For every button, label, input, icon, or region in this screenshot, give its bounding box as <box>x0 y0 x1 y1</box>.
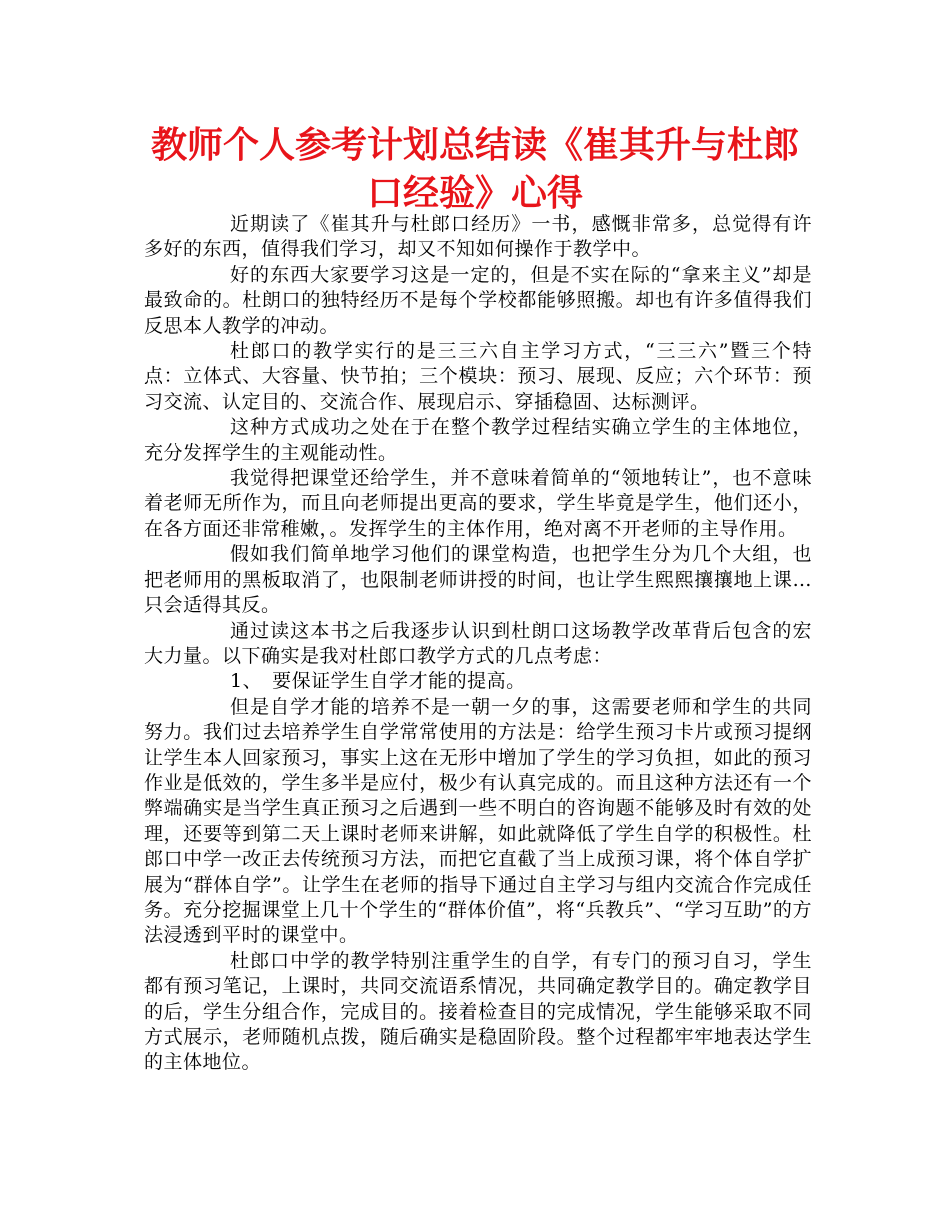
paragraph: 通过读这本书之后我逐步认识到杜朗口这场教学改革背后包含的宏大力量。以下确实是我对杜郎口教学方式的几点考虑： <box>144 619 812 667</box>
document-title: 教师个人参考计划总结读《崔其升与杜郎口经验》心得 <box>150 125 799 214</box>
paragraph: 近期读了《崔其升与杜郎口经历》一书，感慨非常多，总觉得有许多好的东西，值得我们学习，却又不知如何操作于教学中。 <box>144 213 812 261</box>
paragraph: 杜郎口中学的教学特别注重学生的自学，有专门的预习自习，学生都有预习笔记，上课时，共同交流语系情况，共同确定教学目的。确定教学目的后，学生分组合作，完成目的。接着检查目的完成情况，学生能够采取不同方式展示，老师随机点拨，随后确实是稳固阶段。整个过程都牢牢地表达学生的主体地位。 <box>144 949 812 1074</box>
paragraph: 但是自学才能的培养不是一朝一夕的事，这需要老师和学生的共同努力。我们过去培养学生自学常常使用的方法是：给学生预习卡片或预习提纲让学生本人回家预习，事实上这在无形中增加了学生的学习负担，如此的预习作业是低效的，学生多半是应付，极少有认真完成的。而且这种方法还有一个弊端确实是当学生真正预习之后遇到一些不明白的咨询题不能够及时有效的处理，还要等到第二天上课时老师来讲解，如此就降低了学生自学的积极性。杜郎口中学一改正去传统预习方法，而把它直截了当上成预习课，将个体自学扩展为“群体自学”。让学生在老师的指导下通过自主学习与组内交流合作完成任务。充分挖掘课堂上几十个学生的“群体价值”，将“兵教兵”、“学习互助”的方法浸透到平时的课堂中。 <box>144 695 812 947</box>
paragraph: 杜郎口的教学实行的是三三六自主学习方式，“三三六”暨三个特点：立体式、大容量、快节拍；三个模块：预习、展现、反应；六个环节：预习交流、认定目的、交流合作、展现启示、穿插稳固、达标测评。 <box>144 340 812 413</box>
list-item-heading: 1、 要保证学生自学才能的提高。 <box>230 670 526 693</box>
paragraph: 我觉得把课堂还给学生，并不意味着简单的“领地转让”，也不意味着老师无所作为，而且向老师提出更高的要求，学生毕竟是学生，他们还小，在各方面还非常稚嫩，。发挥学生的主体作用，绝对离不开老师的主导作用。 <box>144 467 812 540</box>
document-body <box>144 212 812 1076</box>
paragraph: 这种方式成功之处在于在整个教学过程结实确立学生的主体地位，充分发挥学生的主观能动性。 <box>144 416 812 464</box>
paragraph: 假如我们简单地学习他们的课堂构造，也把学生分为几个大组，也把老师用的黑板取消了，也限制老师讲授的时间，也让学生熙熙攘攘地上课…只会适得其反。 <box>144 543 812 617</box>
paragraph: 好的东西大家要学习这是一定的，但是不实在际的“拿来主义”却是最致命的。杜朗口的独特经历不是每个学校都能够照搬。却也有许多值得我们反思本人教学的冲动。 <box>144 263 812 337</box>
